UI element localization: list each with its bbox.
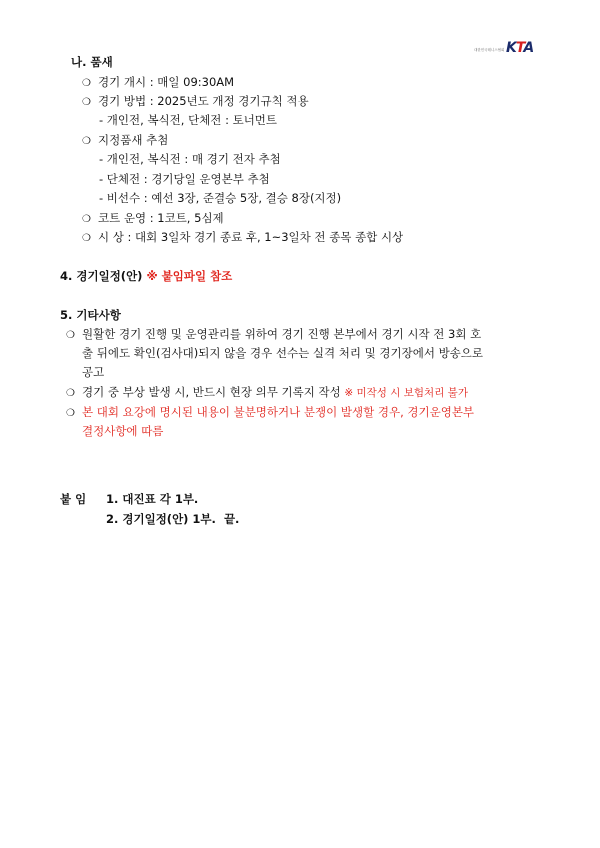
- insurance-note: ※ 미작성 시 보험처리 불가: [344, 387, 468, 399]
- list-item: ❍ 경기 중 부상 발생 시, 반드시 현장 의무 기록지 작성 ※ 미작성 시 보험처리 불가: [66, 384, 468, 402]
- list-subitem: - 개인전, 복식전, 단체전 : 토너먼트: [99, 113, 278, 127]
- bullet-icon: ❍: [66, 388, 75, 399]
- list-item: ❍ 본 대회 요강에 명시된 내용이 불분명하거나 분쟁이 발생할 경우, 경기운영본부: [66, 404, 474, 422]
- attachment-item: 2. 경기일정(안) 1부. 끝.: [106, 512, 240, 526]
- bullet-icon: ❍: [82, 214, 91, 225]
- kta-logo: [474, 40, 536, 60]
- bullet-icon: ❍: [82, 233, 91, 244]
- bullet-icon: ❍: [66, 408, 75, 419]
- schedule-note: ※ 붙임파일 참조: [146, 269, 233, 283]
- list-item: ❍ 경기 개시 : 매일 09:30AM: [82, 74, 234, 92]
- attachment-label: 붙 임: [60, 492, 87, 506]
- section-heading-misc: 5. 기타사항: [60, 308, 121, 322]
- bullet-icon: ❍: [66, 330, 75, 341]
- list-subitem: - 비선수 : 예선 3장, 준결승 5장, 결승 8장(지정): [99, 191, 342, 205]
- list-item: ❍ 코트 운영 : 1코트, 5심제: [82, 210, 224, 228]
- list-subitem: - 단체전 : 경기당일 운영본부 추첨: [99, 172, 270, 186]
- section-heading-pumsae: 나. 품새: [71, 55, 113, 69]
- list-item: ❍ 원활한 경기 진행 및 운영관리를 위하여 경기 진행 본부에서 경기 시작 전 3회 호: [66, 326, 481, 344]
- section-heading-schedule: 4. 경기일정(안) ※ 붙임파일 참조: [60, 269, 233, 283]
- bullet-icon: ❍: [82, 136, 91, 147]
- end-mark: 끝.: [223, 512, 240, 526]
- list-item: ❍ 경기 방법 : 2025년도 개정 경기규칙 적용: [82, 93, 309, 111]
- list-item-continuation: 공고: [82, 365, 105, 379]
- list-item-continuation: 출 뒤에도 확인(검사대)되지 않을 경우 선수는 실격 처리 및 경기장에서 방송으로: [82, 346, 484, 360]
- list-item-continuation: 결정사항에 따름: [82, 424, 164, 438]
- list-item: ❍ 지정품새 추첨: [82, 132, 168, 150]
- attachment-item: 1. 대진표 각 1부.: [106, 492, 199, 506]
- logo-mark: KTA: [506, 40, 534, 56]
- logo-subtitle: 대한민국테니스협회: [474, 48, 505, 52]
- bullet-icon: ❍: [82, 97, 91, 108]
- list-subitem: - 개인전, 복식전 : 매 경기 전자 추첨: [99, 152, 281, 166]
- list-item: ❍ 시 상 : 대회 3일차 경기 종료 후, 1~3일차 전 종목 종합 시상: [82, 229, 403, 247]
- bullet-icon: ❍: [82, 78, 91, 89]
